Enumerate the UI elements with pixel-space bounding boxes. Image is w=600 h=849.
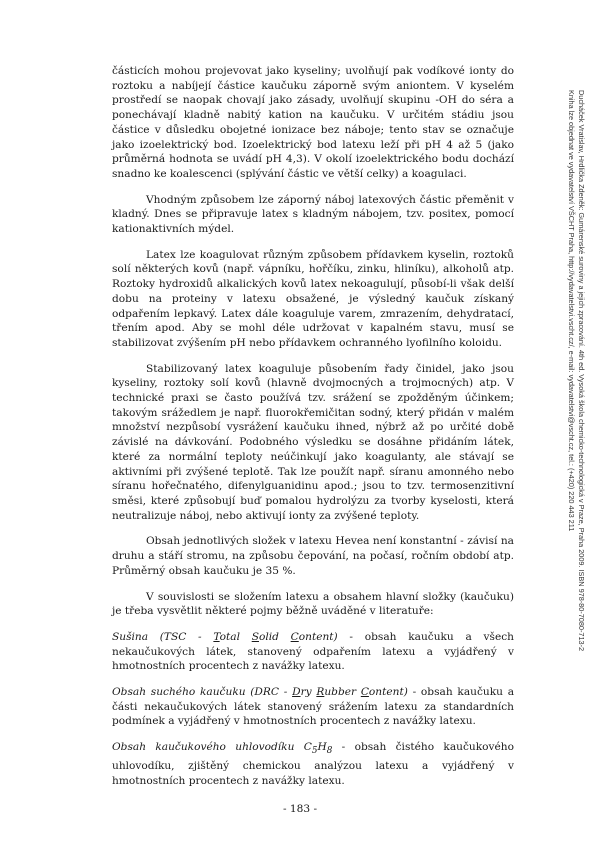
citation-line: Ducháček Vratislav, Hrdlička Zdeněk: Gumárenské suroviny a jejich zpracování. 4th ed. Vysoká škola chemicko-technologická v Praze, Praha 2009. ISBN 978-80-7080-713-2 — [577, 90, 586, 652]
page-body — [112, 64, 514, 799]
definition-tsc: Sušina (TSC - Total Solid Content) - obsah kaučuku a všech nekaučukových látek, stanovený odpařením latexu a vyjádřený v hmotnostních procentech z navážky latexu. — [112, 630, 514, 673]
paragraph-positex: Vhodným způsobem lze záporný náboj latexových částic přeměnit v kladný. Dnes se připravuje latex s kladným nábojem, tzv. positex, pomocí kationaktivních mýdel. — [112, 193, 514, 236]
paragraph-isoelectric: částicích mohou projevovat jako kyseliny; uvolňují pak vodíkové ionty do roztoku a nabíjejí částice kaučuku záporně svým aniontem. V kyselém prostředí se naopak chovají jako zásady, uvolňují skupinu -OH do séra a ponechávají kladně nabitý kation na kaučuku. V určitém stádiu jsou částice v důsledku obojetné ionizace bez náboje; tento stav se označuje jako izoelektrický bod. Izoelektrický bod latexu leží při pH 4 až 5 (jako průměrná hodnota se uvádí pH 4,3). V okolí izoelektrického bodu dochází snadno ke koalescenci (splývání částic ve větší celky) a koagulaci. — [112, 65, 514, 180]
order-info-line: Kniha lze objednat ve vydavatelství VŠCHT Praha, http://vydavatelstvi.vscht.cz/, e-mail: vydavatelstvi@vscht.cz, tel.: (+420) 220 443 211 — [567, 90, 577, 532]
paragraph-terms-intro: V souvislosti se složením latexu a obsahem hlavní složky (kaučuku) je třeba vysvětlit některé pojmy běžně uváděné v literatuře: — [112, 590, 514, 618]
definition-term: Obsah kaučukového uhlovodíku $C_5H_8$ — [112, 741, 333, 757]
definition-hydrocarbon: Obsah kaučukového uhlovodíku $C_5H_8$ - obsah čistého kaučukového uhlovodíku, zjištěný chemickou analýzou latexu a vyjádřený v hmotnostních procentech z navážky latexu. — [112, 741, 514, 787]
page-number: - 183 - — [282, 803, 318, 815]
definition-term: Sušina (TSC - Total Solid Content) — [112, 630, 338, 643]
paragraph-composition: Obsah jednotlivých složek v latexu Hevea není konstantní - závisí na druhu a stáří stromu, na způsobu čepování, na počasí, ročním období atp. Průměrný obsah kaučuku je 35 %. — [112, 535, 514, 577]
definition-drc: Obsah suchého kaučuku (DRC - Dry Rubber Content) - obsah kaučuku a části nekaučukových látek stanovený srážením latexu za standardních podmínek a vyjádřený v hmotnostních procentech z navážky latexu. — [112, 686, 515, 728]
paragraph-stabilized-latex: Stabilizovaný latex koaguluje působením řady činidel, jako jsou kyseliny, roztoky solí kovů (hlavně dvojmocných a trojmocných) atp. V technické praxi se často používá tzv. srážení se zpožděným účinkem; takovým srážedlem je např. fluorokřemičitan sodný, který přidán v malém množství nezpůsobí vysrážení kaučuku ihned, nýbrž až po určité době závislé na dávkování. Podobného výsledku se dosáhne přidáním látek, které za normální teploty neúčinkují jako koagulanty, ale stávají se aktivními při zvýšené teplotě. Tak lze použít např. síranu amonného nebo síranu hořečnatého, difenylguanidinu apod.; jsou to tzv. termosenzitivní směsi, které způsobují buď pomalou hydrolýzu za tvorby kyselosti, která neutralizuje náboj, nebo aktivují ionty za zvýšené teploty. — [112, 362, 514, 522]
citation-sidebar — [566, 90, 586, 650]
paragraph-coagulation: Latex lze koagulovat různým způsobem přídavkem kyselin, roztoků solí některých kovů (např. vápníku, hořčíku, zinku, hliníku), alkoholů atp. Roztoky hydroxidů alkalických kovů latex nekoagulují, působí-li však delší dobu na proteiny v latexu obsažené, je výsledný kaučuk získaný odpařením lepkavý. Latex dále koaguluje varem, zmrazením, dehydratací, třením apod. Aby se mohl déle udržovat v kapalném stavu, musí se stabilizovat zvýšením pH nebo přídavkem ochranného lyofilního koloidu. — [112, 248, 514, 349]
definition-term: Obsah suchého kaučuku (DRC - Dry Rubber Content) — [112, 686, 408, 699]
